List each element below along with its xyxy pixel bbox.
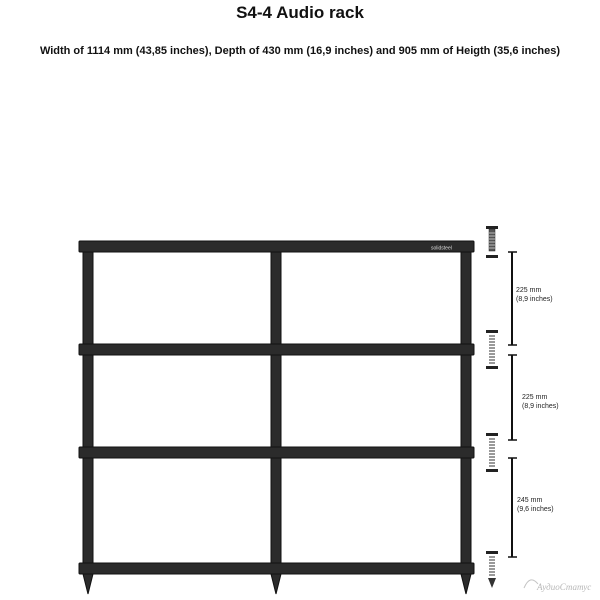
spacer-hardware-2 (486, 330, 498, 369)
left-spike (83, 574, 93, 594)
watermark-swoosh-icon (524, 580, 538, 588)
dimension-3-mm: 245 mm (517, 497, 543, 504)
shelf-top (79, 241, 474, 252)
right-spike (461, 574, 471, 594)
shelf-bottom (79, 563, 474, 574)
spacer-hardware-bottom (486, 551, 498, 588)
dimension-1-inches: (8,9 inches) (516, 296, 553, 303)
watermark-text: АудиоСтатус (537, 582, 592, 592)
spacer-hardware-3 (486, 433, 498, 472)
shelf-3 (79, 447, 474, 458)
page-title: S4-4 Audio rack (236, 3, 364, 22)
dimension-1-mm: 225 mm (516, 287, 542, 294)
dimension-bracket-2 (508, 355, 517, 440)
shelf-2 (79, 344, 474, 355)
dimension-2-mm: 225 mm (522, 394, 548, 401)
dimension-2-inches: (8,9 inches) (522, 403, 559, 410)
brand-label: solidsteel (431, 245, 452, 252)
dimension-3-inches: (9,6 inches) (517, 506, 554, 513)
dimensions-subtitle: Width of 1114 mm (43,85 inches), Depth of 430 mm (16,9 inches) and 905 mm of Heigth (35,6 inches) (39, 45, 561, 57)
dimension-bracket-3 (508, 458, 517, 557)
right-post (461, 250, 471, 572)
left-post (83, 250, 93, 572)
watermark (524, 580, 591, 592)
middle-post (271, 250, 281, 572)
middle-spike (271, 574, 281, 594)
spacer-hardware-top (486, 226, 498, 258)
